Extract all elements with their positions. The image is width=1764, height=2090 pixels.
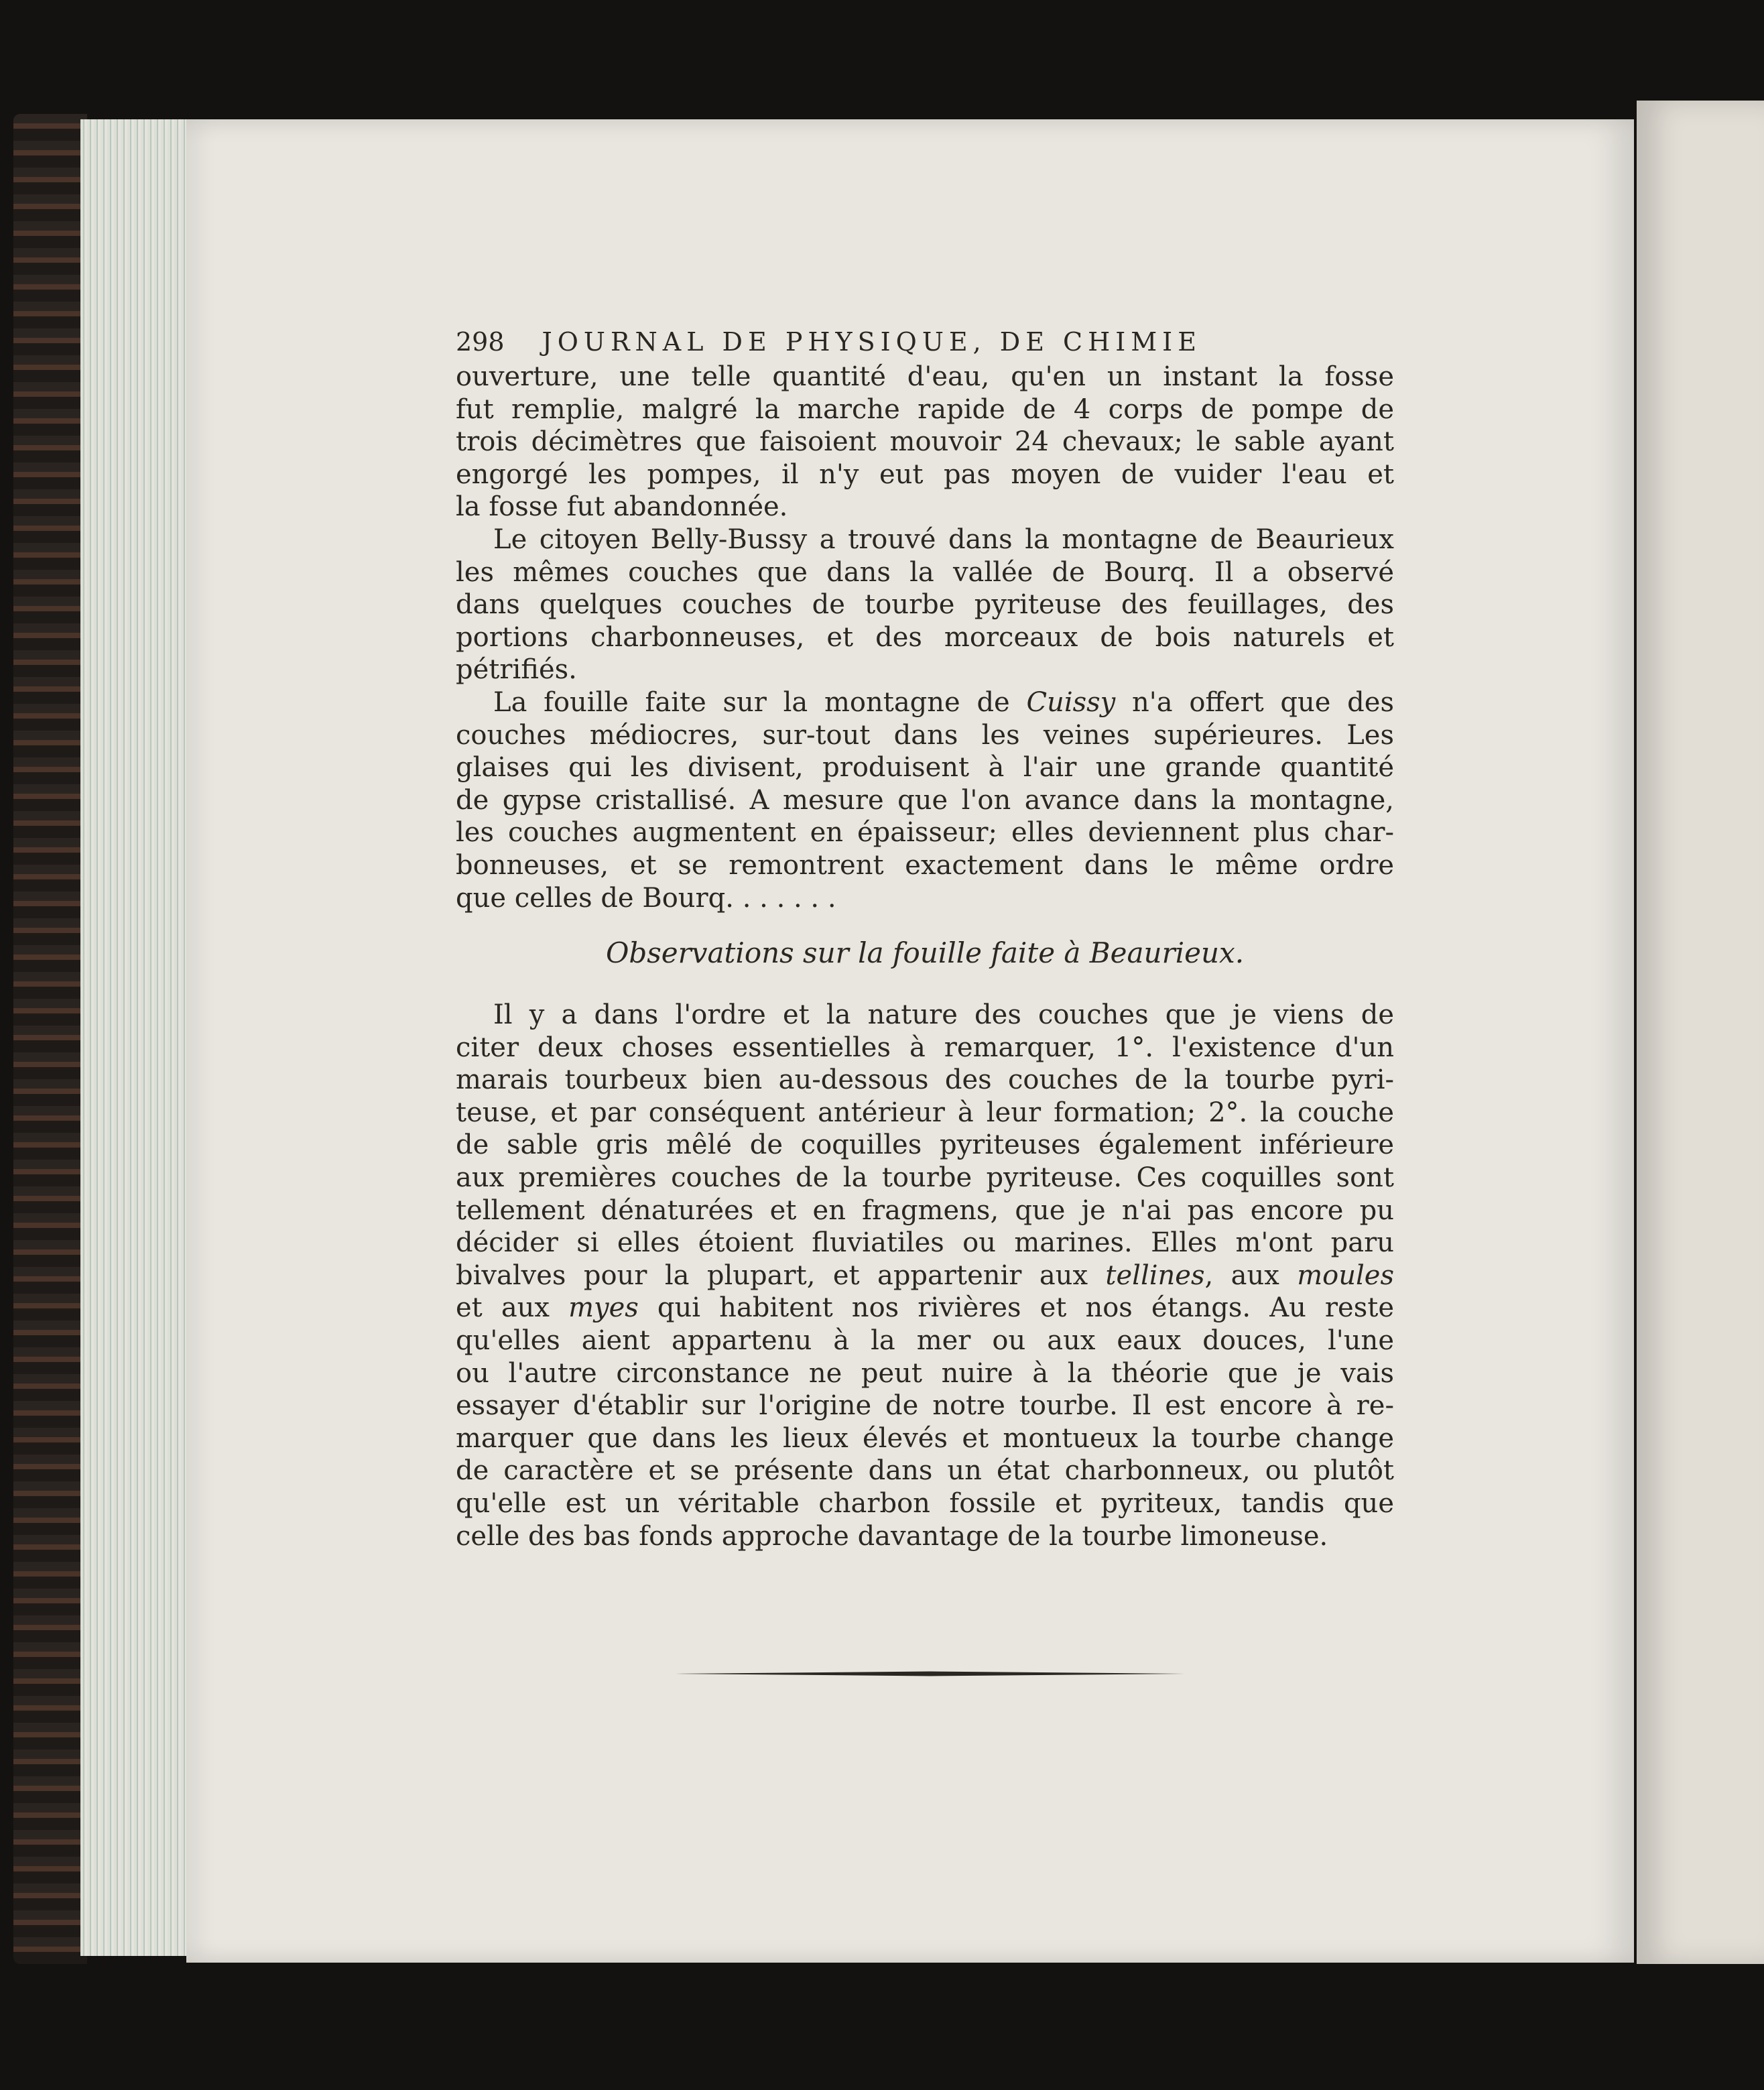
text-line: engorgé les pompes, il n'y eut pas moyen de vuider l'eau et [456, 458, 1394, 490]
text-line: portions charbonneuses, et des morceaux de bois naturels et [456, 621, 1394, 653]
page-text [456, 326, 1394, 1552]
text-line: marquer que dans les lieux élevés et montueux la tourbe change [456, 1422, 1394, 1454]
paragraph-1 [456, 361, 1394, 524]
text-line: couches médiocres, sur-tout dans les veines supérieures. Les [456, 719, 1394, 751]
facing-page [1637, 101, 1764, 1964]
text-run: et aux [456, 1292, 569, 1324]
text-run: qui habitent nos rivières et nos étangs. Au reste [638, 1292, 1394, 1324]
text-line: bonneuses, et se remontrent exactement dans le même ordre [456, 849, 1394, 881]
text-line: qu'elle est un véritable charbon fossile et pyriteux, tandis que [456, 1488, 1394, 1519]
text-line: les mêmes couches que dans la vallée de Bourq. Il a observé [456, 556, 1394, 588]
text-line: fut remplie, malgré la marche rapide de 4 corps de pompe de [456, 393, 1394, 425]
text-line: Il y a dans l'ordre et la nature des couches que je viens de [493, 999, 1394, 1031]
text-line: aux premières couches de la tourbe pyriteuse. Ces coquilles sont [456, 1162, 1394, 1194]
text-run: n'a offert que des [1115, 686, 1394, 718]
text-line: décider si elles étoient fluviatiles ou marines. Elles m'ont paru [456, 1227, 1394, 1259]
text-run: , aux [1204, 1259, 1298, 1291]
text-line: citer deux choses essentielles à remarquer, 1°. l'existence d'un [456, 1032, 1394, 1063]
text-line: de sable gris mêlé de coquilles pyriteuses également inférieure [456, 1129, 1394, 1161]
text-line: de gypse cristallisé. A mesure que l'on avance dans la montagne, [456, 784, 1394, 816]
text-line: Le citoyen Belly-Bussy a trouvé dans la montagne de Beaurieux [493, 524, 1394, 555]
text-line [456, 1292, 1394, 1325]
species-name: moules [1297, 1259, 1394, 1291]
paragraph-3 [456, 686, 1394, 914]
running-head [456, 326, 1394, 358]
text-line: glaises qui les divisent, produisent à l'air une grande quantité [456, 752, 1394, 784]
text-run: La fouille faite sur la montagne de [493, 686, 1027, 718]
section-heading: Observations sur la fouille faite à Beaurieux. [605, 936, 1245, 970]
page-stack-edge [80, 119, 188, 1956]
text-line: qu'elles aient appartenu à la mer ou aux eaux douces, l'une [456, 1325, 1394, 1357]
journal-title: JOURNAL DE PHYSIQUE, DE CHIMIE [542, 327, 1202, 357]
text-line: celle des bas fonds approche davantage de la tourbe limoneuse. [456, 1520, 1328, 1552]
text-line: trois décimètres que faisoient mouvoir 24 chevaux; le sable ayant [456, 426, 1394, 458]
text-line: teuse, et par conséquent antérieur à leur formation; 2°. la couche [456, 1097, 1394, 1128]
book-cover-edge [13, 114, 87, 1964]
paragraph-2 [456, 524, 1394, 686]
text-line: ou l'autre circonstance ne peut nuire à la théorie que je vais [456, 1357, 1394, 1389]
text-line: dans quelques couches de tourbe pyriteuse des feuillages, des [456, 589, 1394, 621]
species-name: tellines [1105, 1259, 1205, 1291]
text-line [456, 686, 1394, 719]
text-line: ouverture, une telle quantité d'eau, qu'en un instant la fosse [456, 361, 1394, 392]
text-line: tellement dénaturées et en fragmens, que je n'ai pas encore pu [456, 1194, 1394, 1226]
page-number: 298 [456, 327, 505, 357]
place-name: Cuissy [1026, 686, 1116, 718]
text-line: pétrifiés. [456, 654, 577, 686]
text-run: bivalves pour la plupart, et appartenir aux [456, 1259, 1106, 1291]
section-end-rule [676, 1671, 1185, 1676]
text-line [456, 1259, 1394, 1292]
text-line: la fosse fut abandonnée. [456, 491, 788, 523]
text-line: de caractère et se présente dans un état charbonneux, ou plutôt [456, 1455, 1394, 1487]
species-name: myes [568, 1292, 639, 1324]
text-line: les couches augmentent en épaisseur; elles deviennent plus char- [456, 817, 1394, 849]
text-line: que celles de Bourq. . . . . . . [456, 882, 836, 914]
paragraph-4 [456, 999, 1394, 1552]
text-line: essayer d'établir sur l'origine de notre tourbe. Il est encore à re- [456, 1390, 1394, 1422]
text-line: marais tourbeux bien au-dessous des couches de la tourbe pyri- [456, 1064, 1394, 1096]
